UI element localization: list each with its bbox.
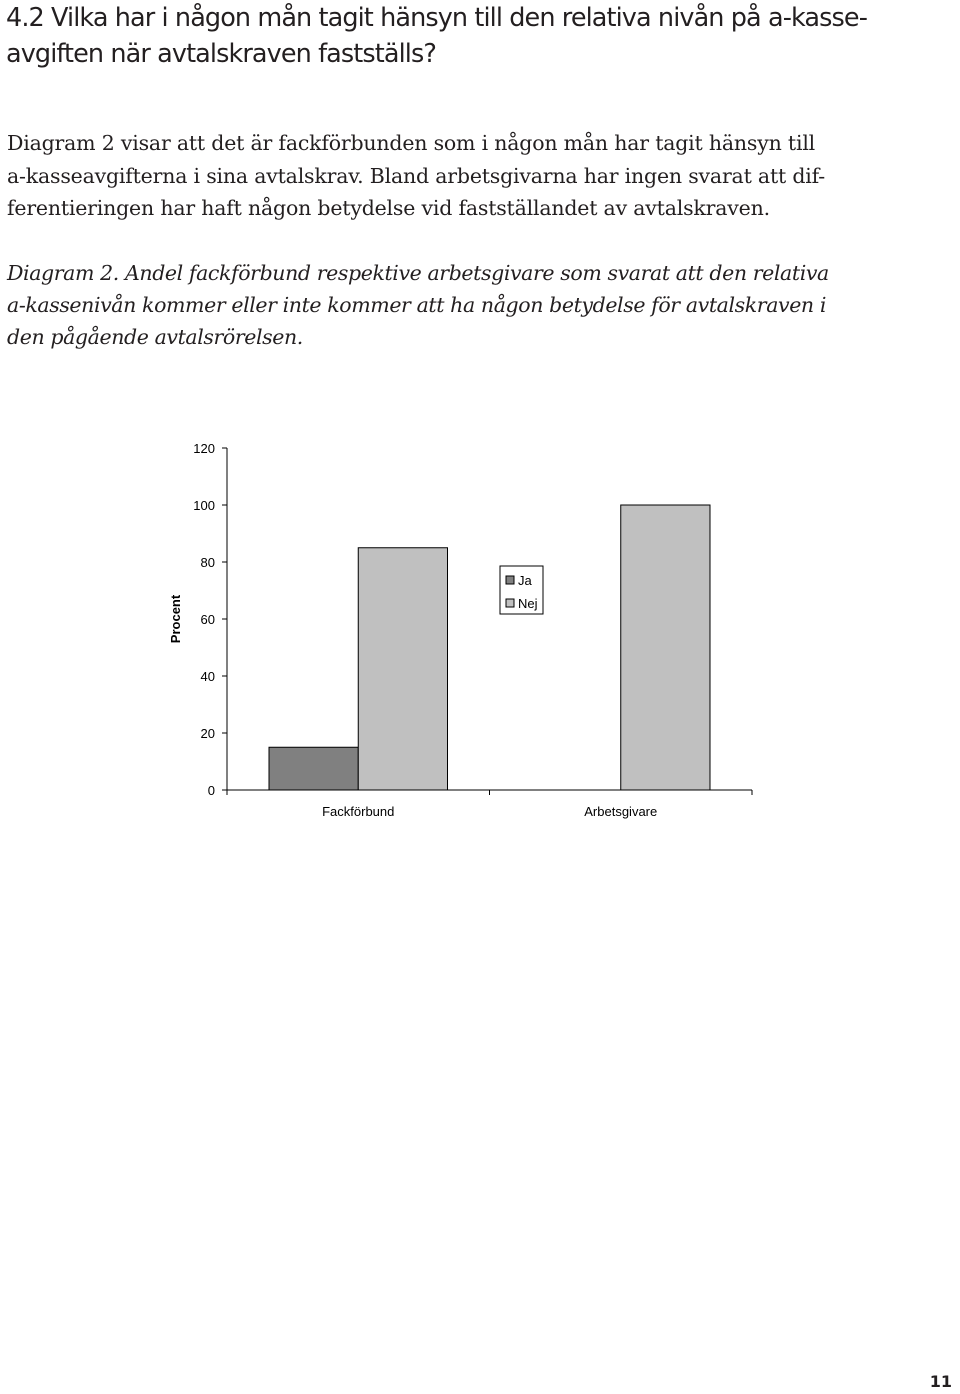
- y-tick-label: 20: [200, 726, 215, 741]
- y-tick-label: 100: [193, 498, 215, 513]
- y-tick-label: 40: [200, 669, 215, 684]
- paragraph-line: Diagram 2 visar att det är fackförbunden som i någon mån har tagit hänsyn till: [7, 131, 816, 155]
- section-heading: [6, 0, 946, 72]
- legend-label: Ja: [518, 573, 532, 588]
- bar-ja-0: [269, 747, 358, 790]
- y-tick-label: 0: [207, 783, 215, 798]
- y-tick-label: 60: [200, 612, 215, 627]
- paragraph-line: a-kasseavgifterna i sina avtalskrav. Bland arbetsgivarna har ingen svarat att dif-: [7, 163, 825, 188]
- body-paragraph: [7, 127, 947, 225]
- page-number: 11: [929, 1372, 952, 1391]
- y-tick-label: 120: [193, 441, 215, 456]
- chart-bars: [269, 505, 710, 790]
- caption-line: Diagram 2. Andel fackförbund respektive arbetsgivare som svarat att den relativa: [7, 261, 829, 285]
- figure-caption: [7, 257, 947, 353]
- section-heading-line: 4.2 Vilka har i någon mån tagit hänsyn till den relativa nivån på a-kasse-: [6, 3, 868, 33]
- legend-label: Nej: [518, 596, 538, 611]
- bar-chart: [160, 430, 760, 830]
- section-heading-line: avgiften när avtalskraven fastställs?: [6, 39, 436, 69]
- bar-nej-0: [358, 548, 447, 790]
- caption-line: den pågående avtalsrörelsen.: [7, 325, 303, 349]
- legend-swatch: [506, 576, 514, 584]
- bar-nej-1: [621, 505, 710, 790]
- caption-line: a-kassenivån kommer eller inte kommer att ha någon betydelse för avtalskraven i: [7, 293, 827, 317]
- x-tick-labels: [322, 804, 657, 819]
- chart-legend: [500, 566, 543, 614]
- x-tick-label: Arbetsgivare: [584, 804, 658, 819]
- paragraph-line: ferentieringen har haft någon betydelse vid fastställandet av avtalskraven.: [7, 196, 770, 220]
- y-axis-label: Procent: [168, 594, 183, 644]
- x-tick-label: Fackförbund: [322, 804, 395, 819]
- y-tick-label: 80: [200, 555, 215, 570]
- chart-ticks: [222, 448, 227, 790]
- y-tick-labels: [193, 441, 215, 798]
- legend-swatch: [506, 599, 514, 607]
